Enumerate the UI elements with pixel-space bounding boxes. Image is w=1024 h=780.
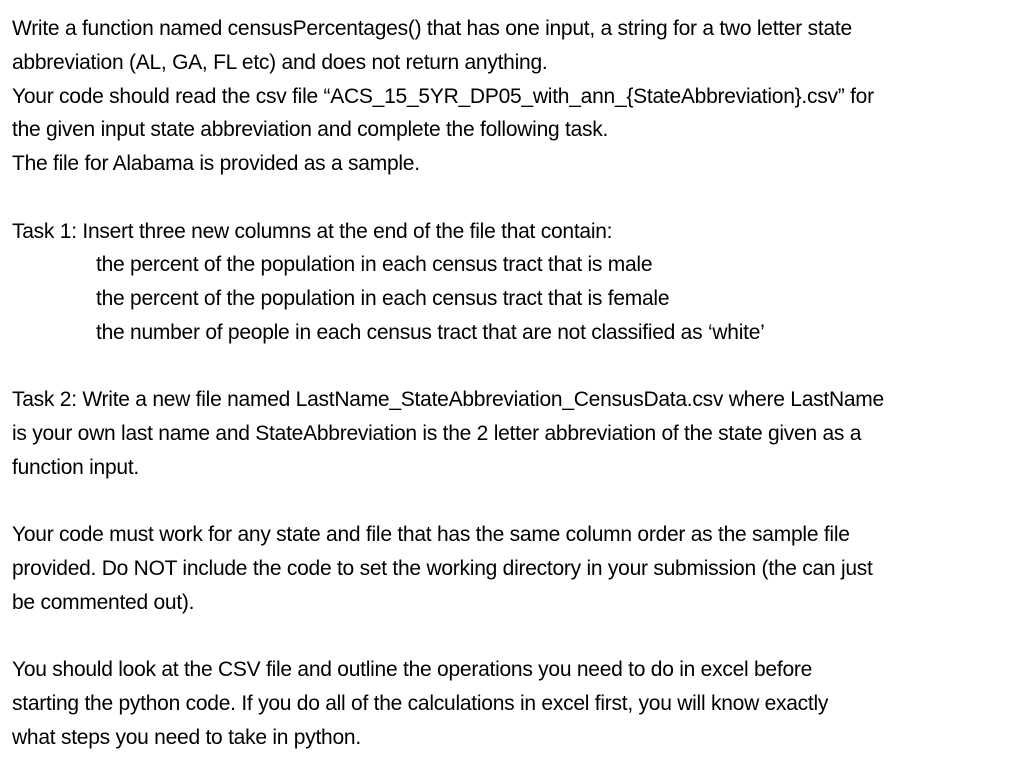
task1-item: the percent of the population in each census tract that is male bbox=[96, 253, 653, 277]
task1-item: the percent of the population in each census tract that is female bbox=[96, 287, 670, 310]
task2-line: function input. bbox=[12, 455, 140, 479]
requirements-paragraph bbox=[12, 518, 1016, 619]
paragraph-spacer bbox=[12, 181, 1016, 215]
assignment-document bbox=[12, 12, 1016, 755]
intro-paragraph bbox=[12, 12, 1016, 181]
requirements-line: provided. Do NOT include the code to set the working directory in your submission (the can just bbox=[12, 557, 873, 580]
advice-line: starting the python code. If you do all of the calculations in excel first, you will know exactly bbox=[12, 692, 829, 715]
paragraph-spacer bbox=[12, 620, 1016, 654]
advice-line: what steps you need to take in python. bbox=[12, 725, 361, 749]
intro-line: Your code should read the csv file “ACS_15_5YR_DP05_with_ann_{StateAbbreviation}.csv” for bbox=[12, 84, 874, 108]
advice-line: You should look at the CSV file and outline the operations you need to do in excel before bbox=[12, 658, 813, 682]
task1-heading: Task 1: Insert three new columns at the end of the file that contain: bbox=[12, 219, 613, 243]
paragraph-spacer bbox=[12, 350, 1016, 384]
intro-line: Write a function named censusPercentages() that has one input, a string for a two letter state bbox=[12, 17, 852, 40]
task1-section bbox=[12, 215, 1016, 350]
task1-item: the number of people in each census tract that are not classified as ‘white’ bbox=[96, 320, 765, 344]
intro-line: the given input state abbreviation and complete the following task. bbox=[12, 118, 609, 142]
intro-line: The file for Alabama is provided as a sample. bbox=[12, 152, 420, 175]
paragraph-spacer bbox=[12, 485, 1016, 519]
advice-paragraph bbox=[12, 653, 1016, 754]
intro-line: abbreviation (AL, GA, FL etc) and does not return anything. bbox=[12, 50, 548, 74]
task2-line: Task 2: Write a new file named LastName_StateAbbreviation_CensusData.csv where LastName bbox=[12, 388, 884, 412]
task2-section bbox=[12, 383, 1016, 484]
task2-line: is your own last name and StateAbbreviation is the 2 letter abbreviation of the state given as a bbox=[12, 422, 862, 445]
requirements-line: Your code must work for any state and file that has the same column order as the sample file bbox=[12, 523, 850, 547]
requirements-line: be commented out). bbox=[12, 590, 195, 614]
